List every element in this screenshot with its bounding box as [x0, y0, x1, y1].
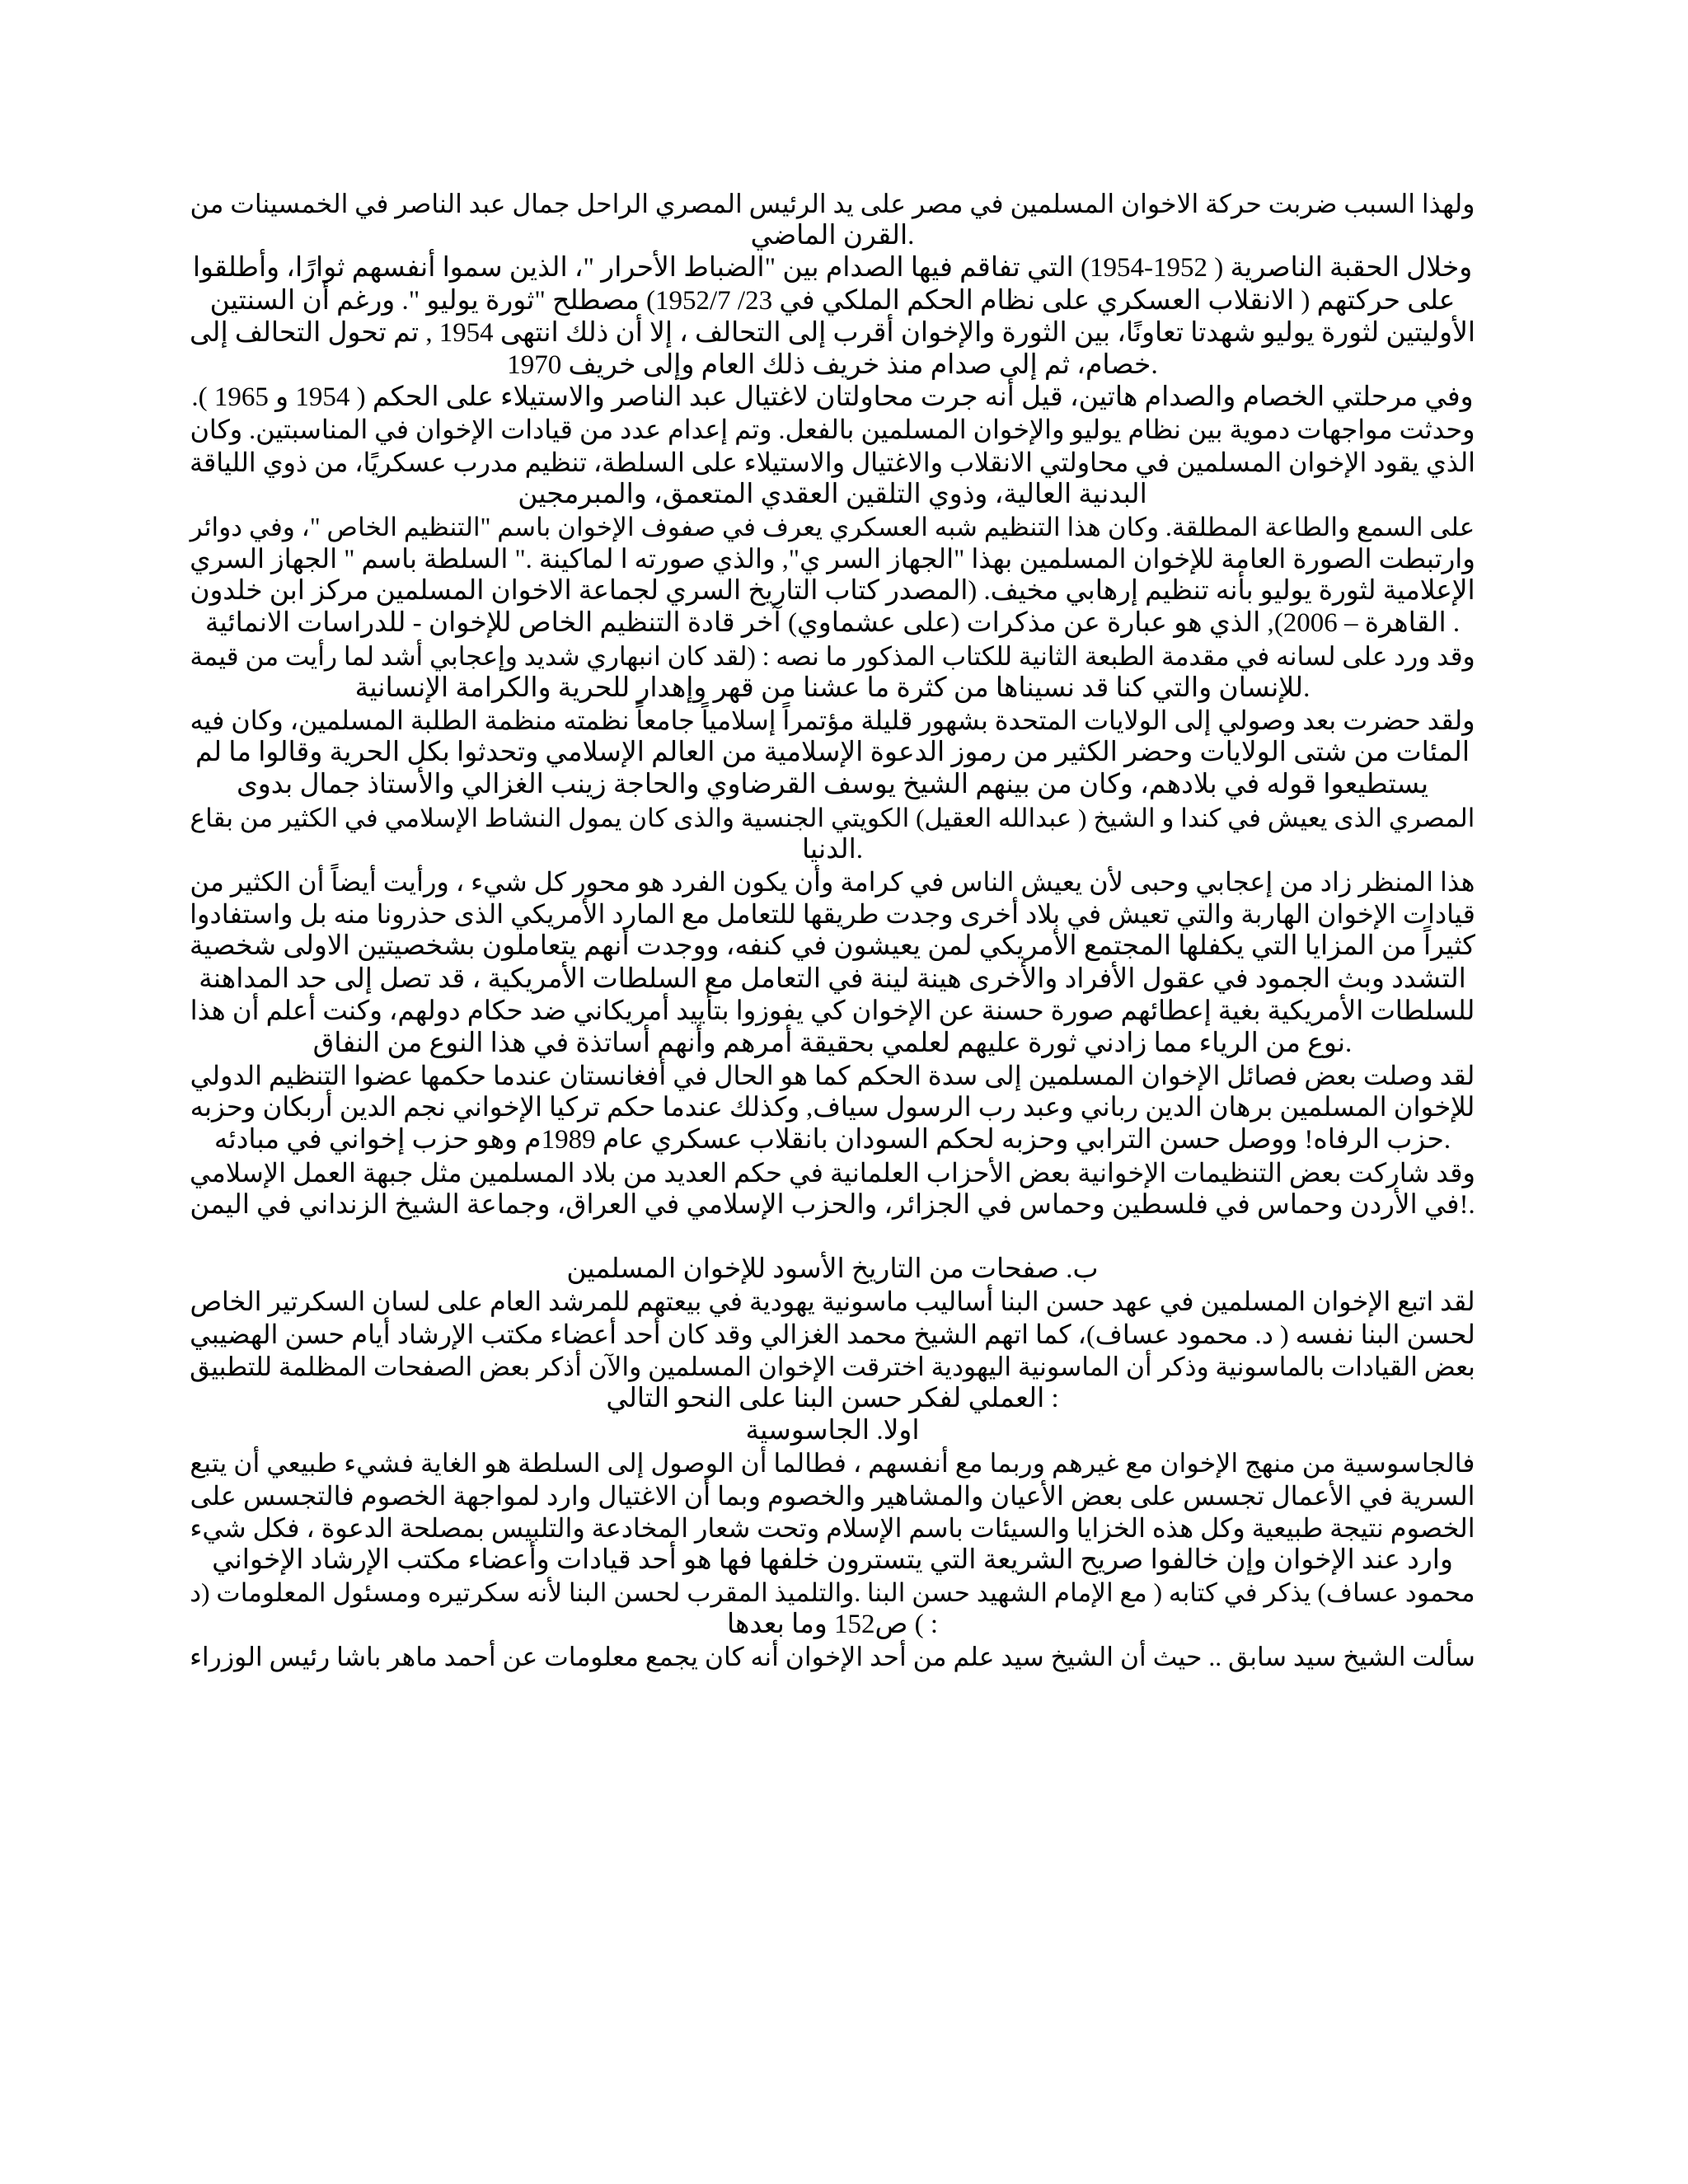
- text-line: وحدثت مواجهات دموية بين نظام يوليو والإخوان المسلمين بالفعل. وتم إعدام عدد من قيادات الإخوان في المناسبتين. وكان: [190, 415, 1475, 445]
- document-body: [190, 188, 1475, 1674]
- text-line: لقد اتبع الإخوان المسلمين في عهد حسن البنا أساليب ماسونية يهودية في بيعتهم للمرشد العام على لسان السكرتير الخاص: [190, 1287, 1475, 1317]
- text-line: سألت الشيخ سيد سابق .. حيث أن الشيخ سيد علم من أحد الإخوان أنه كان يجمع معلومات عن أحمد ماهر باشا رئيس الوزراء: [190, 1643, 1475, 1672]
- text-line: محمود عساف) يذكر في كتابه ( مع الإمام الشهيد حسن البنا .والتلميذ المقرب لحسن البنا لأنه سكرتيره ومسئول المعلومات (د: [190, 1578, 1475, 1608]
- text-line: وارد عند الإخوان وإن خالفوا صريح الشريعة التي يتسترون خلفها فها هو أحد قيادات وأعضاء مكتب الإرشاد الإخواني: [212, 1544, 1453, 1575]
- text-line: وقد شاركت بعض التنظيمات الإخوانية بعض الأحزاب العلمانية في حكم العديد من بلاد المسلمين مثل جبهة العمل الإسلامي: [189, 1157, 1475, 1188]
- text-line: للسلطات الأمريكية بغية إعطائهم صورة حسنة عن الإخوان كي يفوزوا بتأييد أمريكاني ضد حكام دولهم، وكنت أعلم أن هذا: [190, 996, 1475, 1026]
- text-line: .الدنيا: [802, 834, 863, 865]
- text-line: لقد وصلت بعض فصائل الإخوان المسلمين إلى سدة الحكم كما هو الحال في أفغانستان عندما حكمها عضوا التنظيم الدولي: [190, 1061, 1475, 1091]
- text-line: وخلال الحقبة الناصرية ( 1952-1954) التي تفاقم فيها الصدام بين "الضباط الأحرار "، الذين سموا أنفسهم ثوارًا، وأطلقوا: [192, 253, 1473, 284]
- text-line: البدنية العالية، وذوي التلقين العقدي المتعمق، والمبرمجين: [518, 479, 1147, 509]
- text-line: السرية في الأعمال تجسس على بعض الأعيان والمشاهير والخصوم وبما أن الاغتيال وارد لمواجهة الخصوم فالتجسس على: [190, 1480, 1475, 1511]
- text-line: المصري الذى يعيش في كندا و الشيخ ( عبدالله العقيل) الكويتي الجنسية والذى كان يمول النشاط الإسلامي في الكثير من بقاع: [190, 803, 1475, 832]
- text-line: على حركتهم ( الانقلاب العسكري على نظام الحكم الملكي في 23/ 1952/7) مصطلح "ثورة يوليو ". ورغم أن السنتين: [209, 285, 1456, 316]
- text-line: : ) ص152 وما بعدها: [726, 1610, 939, 1640]
- text-line: التشدد وبث الجمود في عقول الأفراد والأخرى هينة لينة في التعامل مع السلطات الأمريكية ، قد تصل إلى حد المداهنة: [199, 963, 1466, 994]
- text-line: على السمع والطاعة المطلقة. وكان هذا التنظيم شبه العسكري يعرف في صفوف الإخوان باسم "التنظيم الخاص "، وفي دوائر: [190, 512, 1475, 541]
- text-line: وفي مرحلتي الخصام والصدام هاتين، قيل أنه جرت محاولتان لاغتيال عبد الناصر والاستيلاء على الحكم ( 1954 و 1965 ).: [191, 382, 1474, 413]
- text-line: بعض القيادات بالماسونية وذكر أن الماسونية اليهودية اخترقت الإخوان المسلمين والآن أذكر بعض الصفحات المظلمة للتطبيق: [190, 1352, 1475, 1381]
- text-line: وارتبطت الصورة العامة للإخوان المسلمين بهذا "الجهاز السر ي", والذي صورته ا لماكينة ." السلطة باسم " الجهاز السري: [190, 544, 1475, 574]
- text-line: ولهذا السبب ضربت حركة الاخوان المسلمين في مصر على يد الرئيس المصري الراحل جمال عبد الناصر في الخمسينات من: [190, 190, 1475, 218]
- text-line: .خصام، ثم إلى صدام منذ خريف ذلك العام وإلى خريف 1970: [507, 349, 1158, 380]
- text-line: .!في الأردن وحماس في فلسطين وحماس في الجزائر، والحزب الإسلامي في العراق، وجماعة الشيخ الزنداني في اليمن: [190, 1189, 1475, 1220]
- text-line: .القرن الماضي: [750, 221, 915, 251]
- text-line: لحسن البنا نفسه ( د. محمود عساف)، كما اتهم الشيخ محمد الغزالي وقد كان أحد أعضاء مكتب الإرشاد أيام حسن الهضيبي: [190, 1319, 1475, 1349]
- text-line: ولقد حضرت بعد وصولي إلى الولايات المتحدة بشهور قليلة مؤتمراً إسلامياً جامعاً نظمته منظمة الطلبة المسلمين، وكان فيه: [190, 706, 1475, 735]
- section-heading: ب. صفحات من التاريخ الأسود للإخوان المسلمين: [566, 1254, 1099, 1285]
- blank-line: [190, 1221, 1475, 1254]
- text-line: المئات من شتى الولايات وحضر الكثير من رموز الدعوة الإسلامية من العالم الإسلامي وتحدثوا بكل الحرية وقالوا ما لم: [195, 738, 1470, 768]
- text-line: قيادات الإخوان الهاربة والتي تعيش في بلاد أخرى وجدت طريقها للتعامل مع المارد الأمريكي الذى حذرونا منه بل واستفادوا: [190, 899, 1475, 930]
- text-line: الخصوم نتيجة طبيعية وكل هذه الخزايا والسيئات باسم الإسلام وتحت شعار المخادعة والتلبيس بمصلحة الدعوة ، فكل شيء: [190, 1513, 1475, 1543]
- text-line: الإعلامية لثورة يوليو بأنه تنظيم إرهابي مخيف. (المصدر كتاب التاريخ السري لجماعة الاخوان المسلمين مركز ابن خلدون: [190, 576, 1475, 607]
- text-line: : العملي لفكر حسن البنا على النحو التالي: [606, 1383, 1059, 1413]
- text-line: .للإنسان والتي كنا قد نسيناها من كثرة ما عشنا من قهر وإهدار للحرية والكرامة الإنسانية: [354, 673, 1311, 703]
- subsection-heading: اولا. الجاسوسية: [745, 1416, 920, 1446]
- text-line: للإخوان المسلمين برهان الدين رباني وعبد رب الرسول سياف, وكذلك عندما حكم تركيا الإخواني نجم الدين أربكان وحزبه: [190, 1093, 1475, 1123]
- text-line: هذا المنظر زاد من إعجابي وحبى لأن يعيش الناس في كرامة وأن يكون الفرد هو محور كل شيء ، ورأيت أيضاً أن الكثير من: [190, 866, 1475, 897]
- text-line: الذي يقود الإخوان المسلمين في محاولتي الانقلاب والاغتيال والاستيلاء على السلطة، تنظيم مدرب عسكريًا، من ذوي اللياقة: [189, 448, 1475, 477]
- text-line: .نوع من الرياء مما زادني ثورة عليهم لعلمي بحقيقة أمرهم وأنهم أساتذة في هذا النوع من النفاق: [312, 1028, 1353, 1058]
- text-line: . القاهرة – 2006), الذي هو عبارة عن مذكرات (على عشماوي) آخر قادة التنظيم الخاص للإخوان - للدراسات الانمائية: [204, 608, 1461, 639]
- text-line: كثيراً من المزايا التي يكفلها المجتمع الأمريكي لمن يعيشون في كنفه، ووجدت أنهم يتعاملون بشخصيتين الاولى شخصية: [189, 931, 1475, 962]
- text-line: فالجاسوسية من منهج الإخوان مع غيرهم وربما مع أنفسهم ، فطالما أن الوصول إلى السلطة هو الغاية فشيء طبيعي أن يتبع: [190, 1449, 1475, 1479]
- text-line: .حزب الرفاه! ووصل حسن الترابي وحزبه لحكم السودان بانقلاب عسكري عام 1989م وهو حزب إخواني في مبادئه: [213, 1125, 1451, 1155]
- text-line: وقد ورد على لسانه في مقدمة الطبعة الثانية للكتاب المذكور ما نصه : (لقد كان انبهاري شديد وإعجابي أشد لما رأيت من قيمة: [190, 641, 1475, 671]
- text-line: الأوليتين لثورة يوليو شهدتا تعاونًا، بين الثورة والإخوان أقرب إلى التحالف ، إلا أن ذلك انتهى 1954 , تم تحول التحالف إلى: [190, 317, 1475, 348]
- text-line: يستطيعوا قوله في بلادهم، وكان من بينهم الشيخ يوسف القرضاوي والحاجة زينب الغزالي والأستاذ جمال بدوى: [236, 770, 1429, 800]
